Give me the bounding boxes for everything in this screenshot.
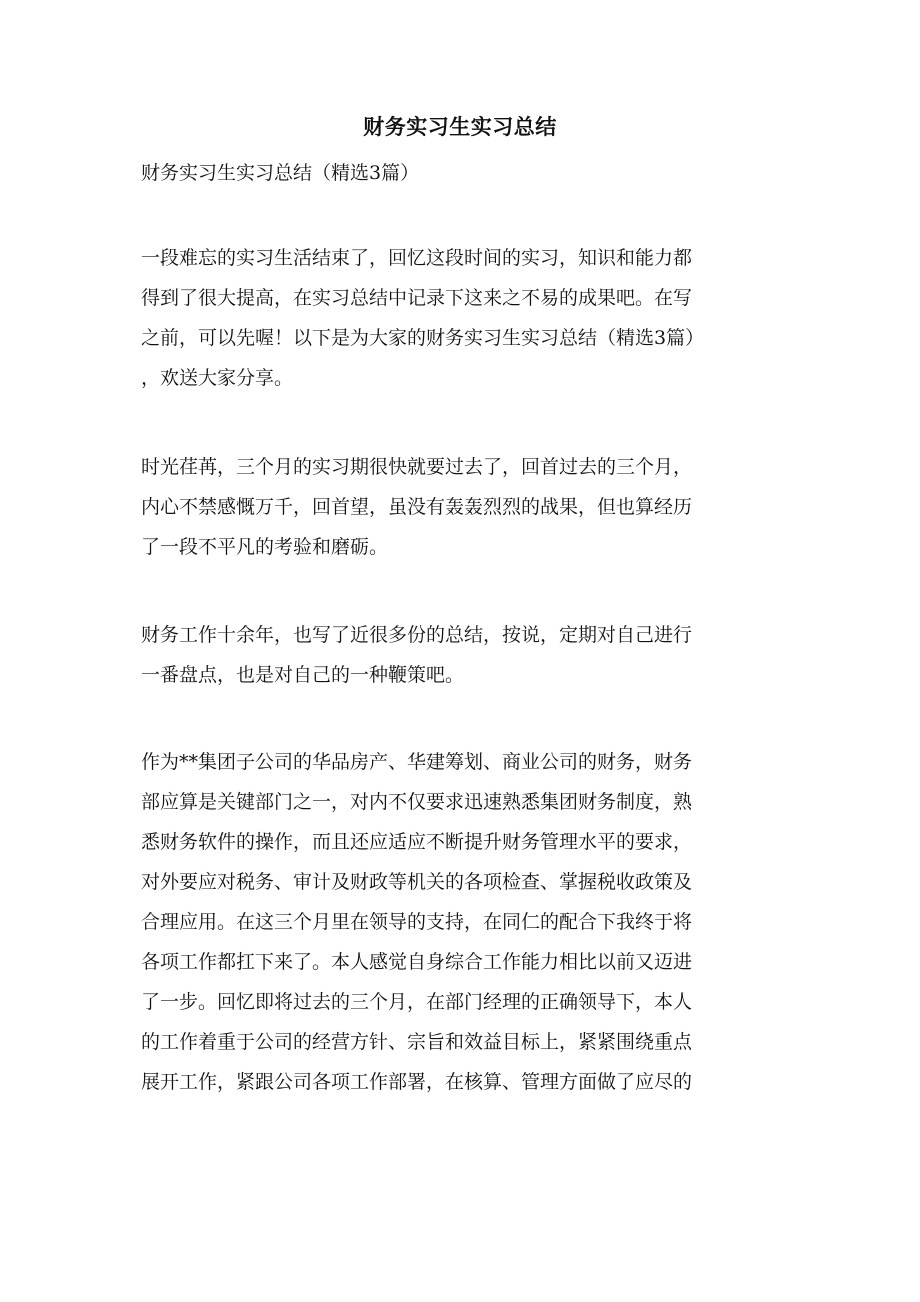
- text-line: 了一步。回忆即将过去的三个月，在部门经理的正确领导下，本人: [141, 991, 693, 1013]
- text-line: ，欢送大家分享。: [141, 367, 294, 389]
- text-line: 财务工作十余年，也写了近很多份的总结，按说，定期对自己进行: [141, 624, 693, 646]
- text-line: 时光荏苒，三个月的实习期很快就要过去了，回首过去的三个月，: [141, 456, 693, 478]
- text-line: 一段难忘的实习生活结束了，回忆这段时间的实习，知识和能力都: [141, 247, 693, 269]
- text-line: 展开工作，紧跟公司各项工作部署，在核算、管理方面做了应尽的: [141, 1071, 693, 1093]
- text-line: 得到了很大提高，在实习总结中记录下这来之不易的成果吧。在写: [141, 287, 693, 309]
- text-line: 悉财务软件的操作，而且还应适应不断提升财务管理水平的要求，: [141, 831, 693, 853]
- text-line: 内心不禁感慨万千，回首望，虽没有轰轰烈烈的战果，但也算经历: [141, 496, 693, 518]
- text-line: 之前，可以先喔！以下是为大家的财务实习生实习总结（精选3篇）: [141, 327, 705, 349]
- text-line: 对外要应对税务、审计及财政等机关的各项检查、掌握税收政策及: [141, 871, 693, 893]
- text-line: 合理应用。在这三个月里在领导的支持，在同仁的配合下我终于将: [141, 911, 693, 933]
- paragraph-time: [141, 447, 781, 567]
- paragraph-work-years: [141, 615, 781, 695]
- text-line: 各项工作都扛下来了。本人感觉自身综合工作能力相比以前又迈进: [141, 951, 693, 973]
- document-title: 财务实习生实习总结: [363, 114, 557, 139]
- paragraph-intro: [141, 238, 781, 398]
- paragraph-finance-dept: [141, 742, 781, 1102]
- document-subtitle: 财务实习生实习总结（精选3篇）: [141, 162, 420, 184]
- text-line: 的工作着重于公司的经营方针、宗旨和效益目标上，紧紧围绕重点: [141, 1031, 693, 1053]
- text-line: 了一段不平凡的考验和磨砺。: [141, 536, 389, 558]
- text-line: 作为**集团子公司的华品房产、华建筹划、商业公司的财务，财务: [141, 751, 693, 773]
- text-line: 一番盘点，也是对自己的一种鞭策吧。: [141, 664, 465, 686]
- text-line: 部应算是关键部门之一，对内不仅要求迅速熟悉集团财务制度，熟: [141, 791, 693, 813]
